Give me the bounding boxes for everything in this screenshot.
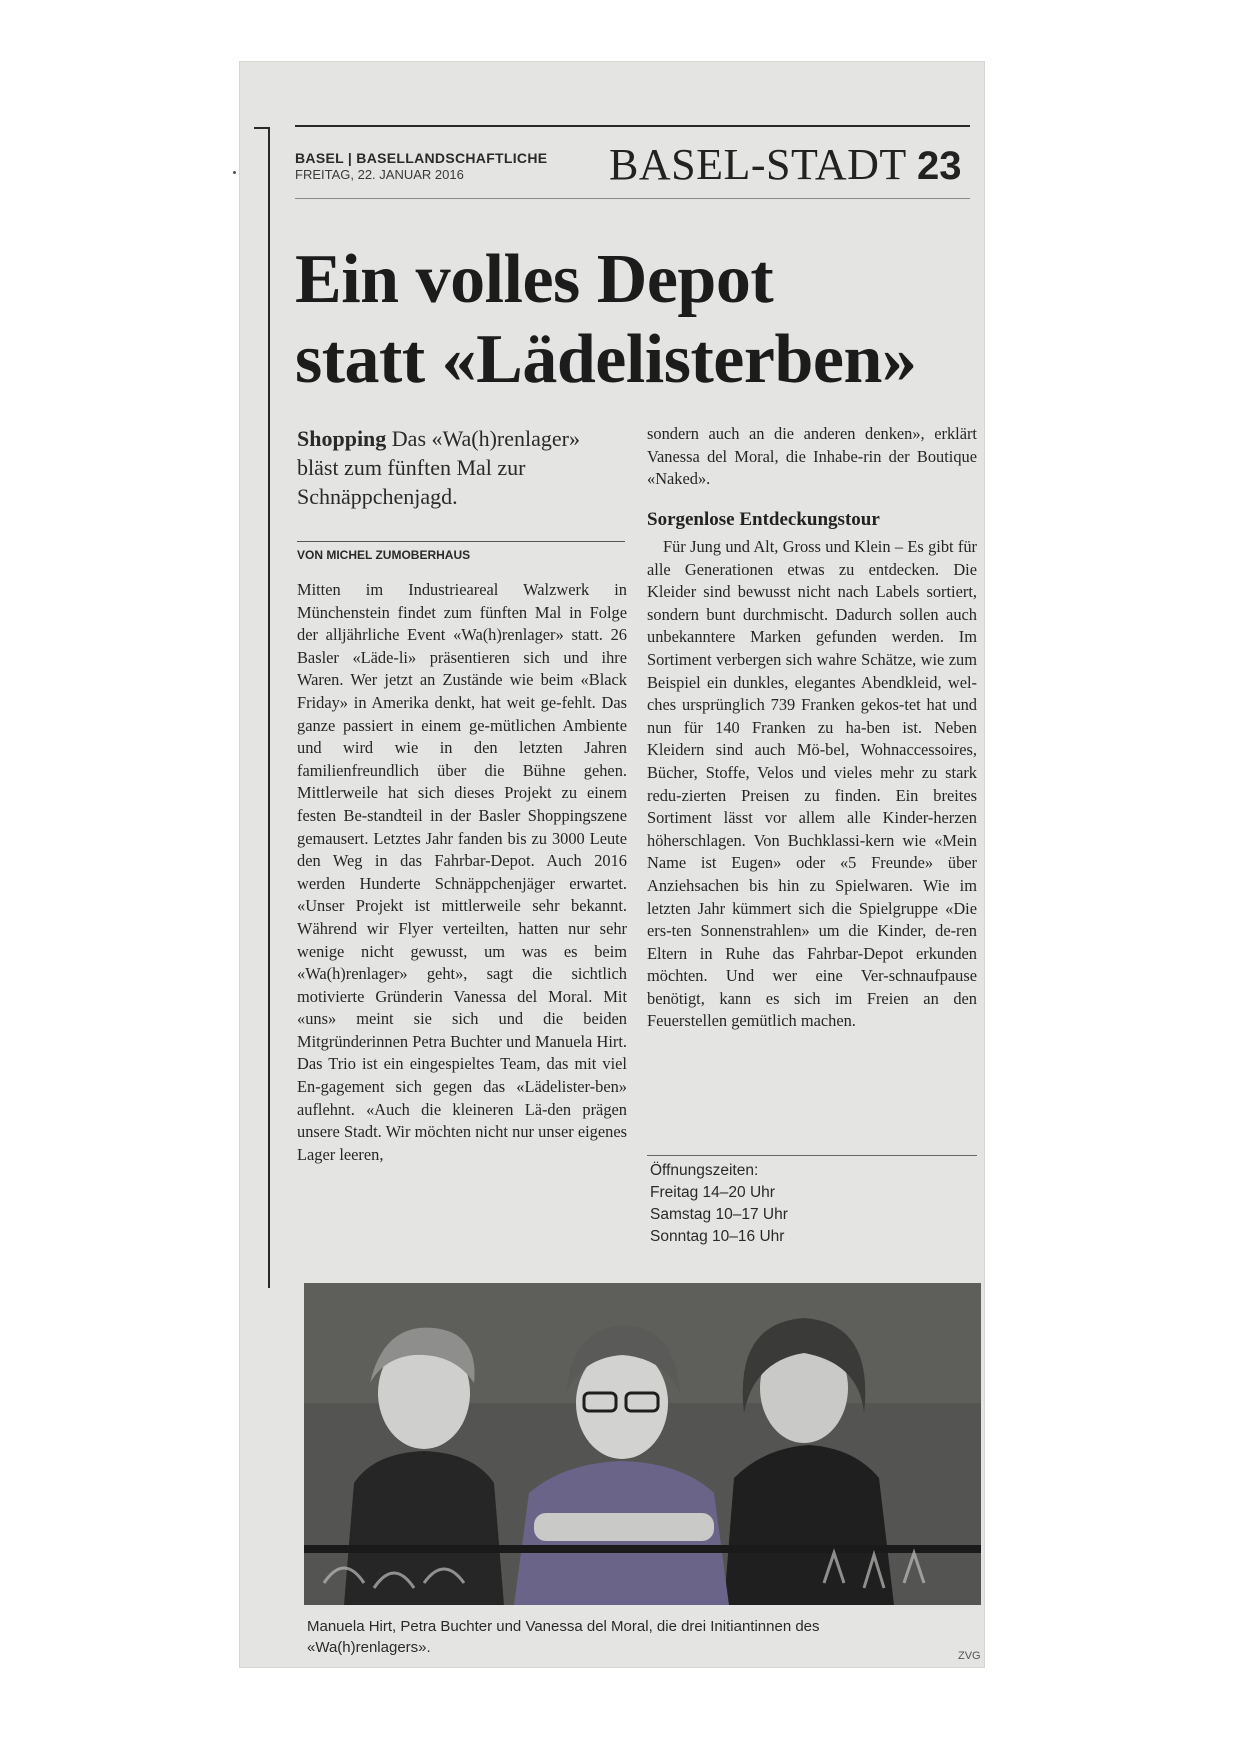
photo-illustration — [304, 1283, 981, 1605]
hours-rule — [647, 1155, 977, 1156]
opening-hours-friday: Freitag 14–20 Uhr — [650, 1184, 775, 1201]
article-headline — [295, 240, 995, 400]
issue-date: FREITAG, 22. JANUAR 2016 — [295, 167, 464, 182]
body-column-right-continuation: sondern auch an die anderen denken», erklärt Vanessa del Moral, die Inhabe-rin der Boutique «Naked». — [647, 424, 977, 489]
headline-line-2: statt «Lädelisterben» — [295, 321, 917, 398]
opening-hours-saturday: Samstag 10–17 Uhr — [650, 1206, 788, 1223]
masthead-bottom-rule — [295, 198, 970, 199]
byline: VON MICHEL ZUMOBERHAUS — [297, 548, 471, 562]
article-subhead: Sorgenlose Entdeckungstour — [647, 509, 880, 530]
opening-hours — [650, 1160, 950, 1248]
lead-keyword: Shopping — [297, 426, 387, 451]
body-column-right: Für Jung und Alt, Gross und Klein – Es gibt für alle Generationen etwas zu entdecken. Die Kleider sind bewusst nicht nach Labels sortiert, sondern bunt durchmischt. Dadurch sollen auch unbekanntere Marken gefunden werden. Im Sortiment verbergen sich wahre Schätze, wie zum Beispiel ein dunkles, elegantes Abendkleid, wel-ches ursprünglich 739 Franken gekos-tet hat und nun für 140 Franken zu ha-ben ist. Neben Kleidern sind auch Mö-bel, Wohnaccessoires, Bücher, Stoffe, Velos und vieles mehr zu stark redu-zierten Preisen zu finden. Ein breites Sortiment lässt vor allem alle Kinder-herzen höherschlagen. Von Buchklassi-kern wie «Mein Name ist Eugen» oder «5 Freunde» über Anziehsachen bis hin zu Spielwaren. Wie im letzten Jahr kümmert sich die Spielgruppe «Die ers-ten Sonnenstrahlen» um die Kinder, de-ren Eltern in Ruhe das Fahrbar-Depot erkunden möchten. Und wer eine Ver-schnaufpause benötigt, kann es sich im Freien an den Feuerstellen gemütlich machen. — [647, 537, 977, 1031]
left-column-rule — [268, 128, 270, 1288]
article-photo — [304, 1283, 981, 1605]
lead-text: Das «Wa(h)renlager» bläst zum fünften Mal zur Schnäppchenjagd. — [297, 426, 580, 509]
scan-speck — [233, 171, 236, 174]
headline-line-1: Ein volles Depot — [295, 241, 774, 318]
page-number: 23 — [917, 144, 962, 188]
photo-caption: Manuela Hirt, Petra Buchter und Vanessa del Moral, die drei Initiantinnen des «Wa(h)renlagers». — [307, 1618, 820, 1656]
article-lead — [297, 424, 627, 511]
section-title: BASEL-STADT — [609, 140, 907, 189]
masthead-top-rule — [295, 125, 970, 127]
opening-hours-title: Öffnungszeiten: — [650, 1162, 759, 1179]
photo-credit: ZVG — [958, 1650, 981, 1662]
paper-name: BASEL | BASELLANDSCHAFTLICHE — [295, 150, 548, 166]
body-column-left: Mitten im Industrieareal Walzwerk in Münchenstein findet zum fünften Mal in Folge der alljährliche Event «Wa(h)renlager» statt. 26 Basler «Läde-li» präsentieren sich und ihre Waren. Wer jetzt an Zustände wie beim «Black Friday» in Amerika denkt, hat weit ge-fehlt. Das ganze passiert in einem ge-mütlichen Ambiente und wird wie in den letzten Jahren familienfreundlich über die Bühne gehen. Mittlerweile hat sich dieses Projekt zu einem festen Be-standteil in der Basler Shoppingszene gemausert. Letztes Jahr fanden bis zu 3000 Leute den Weg in das Fahrbar-Depot. Auch 2016 werden Hunderte Schnäppchenjäger erwartet. «Unser Projekt ist mittlerweile sehr bekannt. Während wir Flyer verteilten, hatten nur sehr wenige nicht gewusst, um was es beim «Wa(h)renlager» geht», sagt die sichtlich motivierte Gründerin Vanessa del Moral. Mit «uns» meint sie sich und die beiden Mitgründerinnen Petra Buchter und Manuela Hirt. Das Trio ist ein eingespieltes Team, das mit viel En-gagement sich gegen das «Lädelister-ben» auflehnt. «Auch die kleineren Lä-den prägen unsere Stadt. Wir möchten nicht nur unser eigenes Lager leeren, — [297, 580, 627, 1164]
opening-hours-sunday: Sonntag 10–16 Uhr — [650, 1228, 785, 1245]
byline-rule — [297, 541, 625, 542]
